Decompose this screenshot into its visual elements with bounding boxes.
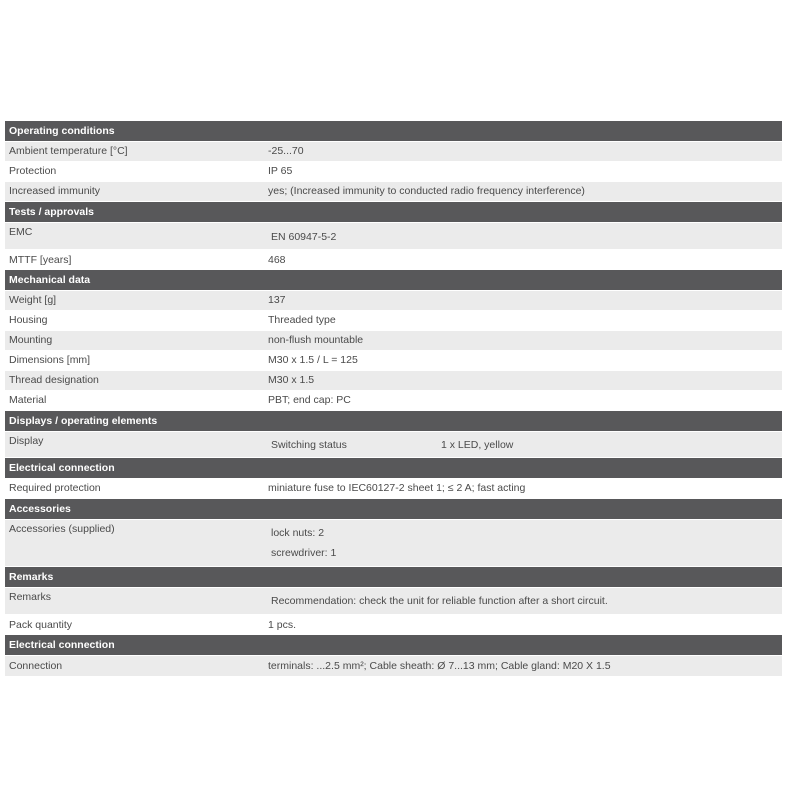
table-row: [5, 223, 782, 249]
table-row: [5, 291, 782, 310]
section-header-mechanical-data: Mechanical data: [5, 270, 782, 290]
row-value: PBT; end cap: PC: [268, 394, 351, 406]
table-row: [5, 432, 782, 457]
row-value: EN 60947-5-2: [271, 231, 337, 243]
row-label: Thread designation: [9, 374, 99, 386]
row-label: EMC: [9, 226, 33, 238]
row-value: yes; (Increased immunity to conducted radio frequency interference): [268, 185, 585, 197]
row-label: Protection: [9, 165, 57, 177]
row-label: Pack quantity: [9, 619, 73, 631]
row-value: M30 x 1.5: [268, 374, 315, 386]
row-label: Ambient temperature [°C]: [9, 145, 128, 157]
table-row: [5, 162, 782, 181]
section-header-electrical-connection: Electrical connection: [5, 458, 782, 478]
row-value: M30 x 1.5 / L = 125: [268, 354, 358, 366]
table-row: [5, 311, 782, 330]
row-value: Recommendation: check the unit for reliable function after a short circuit.: [271, 595, 608, 607]
table-row: [5, 142, 782, 161]
section-header-accessories: Accessories: [5, 499, 782, 519]
row-value: miniature fuse to IEC60127-2 sheet 1; ≤ 2 A; fast acting: [268, 482, 526, 494]
table-row: [5, 371, 782, 390]
table-row: [5, 182, 782, 201]
row-label: Connection: [9, 660, 63, 672]
row-label: Material: [9, 394, 47, 406]
section-header-displays-operating-elements: Displays / operating elements: [5, 411, 782, 431]
row-value: terminals: ...2.5 mm²; Cable sheath: Ø 7...13 mm; Cable gland: M20 X 1.5: [268, 660, 611, 672]
row-value: 468: [268, 254, 286, 266]
row-label: Increased immunity: [9, 185, 101, 197]
row-sub-label: Switching status: [271, 439, 347, 451]
datasheet-table: [5, 121, 782, 677]
accessory-item: lock nuts: 2: [271, 527, 325, 539]
row-label: Housing: [9, 314, 48, 326]
table-row: [5, 520, 782, 566]
section-header-operating-conditions: Operating conditions: [5, 121, 782, 141]
accessory-item: screwdriver: 1: [271, 547, 337, 559]
row-label: Required protection: [9, 482, 101, 494]
row-value: non-flush mountable: [268, 334, 364, 346]
row-value: IP 65: [268, 165, 293, 177]
row-label: MTTF [years]: [9, 254, 72, 266]
section-header-remarks: Remarks: [5, 567, 782, 587]
table-row: [5, 351, 782, 370]
table-row: [5, 656, 782, 676]
row-value: 137: [268, 294, 286, 306]
row-sub-value: 1 x LED, yellow: [441, 439, 514, 451]
table-row: [5, 391, 782, 410]
section-header-electrical-connection: Electrical connection: [5, 635, 782, 655]
row-value: -25...70: [268, 145, 304, 157]
row-label: Accessories (supplied): [9, 523, 115, 535]
row-label: Remarks: [9, 591, 52, 603]
table-row: [5, 331, 782, 350]
section-header-tests-approvals: Tests / approvals: [5, 202, 782, 222]
table-row: [5, 615, 782, 634]
row-label: Mounting: [9, 334, 53, 346]
table-row: [5, 250, 782, 269]
table-row: [5, 479, 782, 498]
row-label: Dimensions [mm]: [9, 354, 91, 366]
table-row: [5, 588, 782, 614]
row-value: 1 pcs.: [268, 619, 297, 631]
row-label: Display: [9, 435, 44, 447]
row-label: Weight [g]: [9, 294, 57, 306]
row-value: Threaded type: [268, 314, 336, 326]
